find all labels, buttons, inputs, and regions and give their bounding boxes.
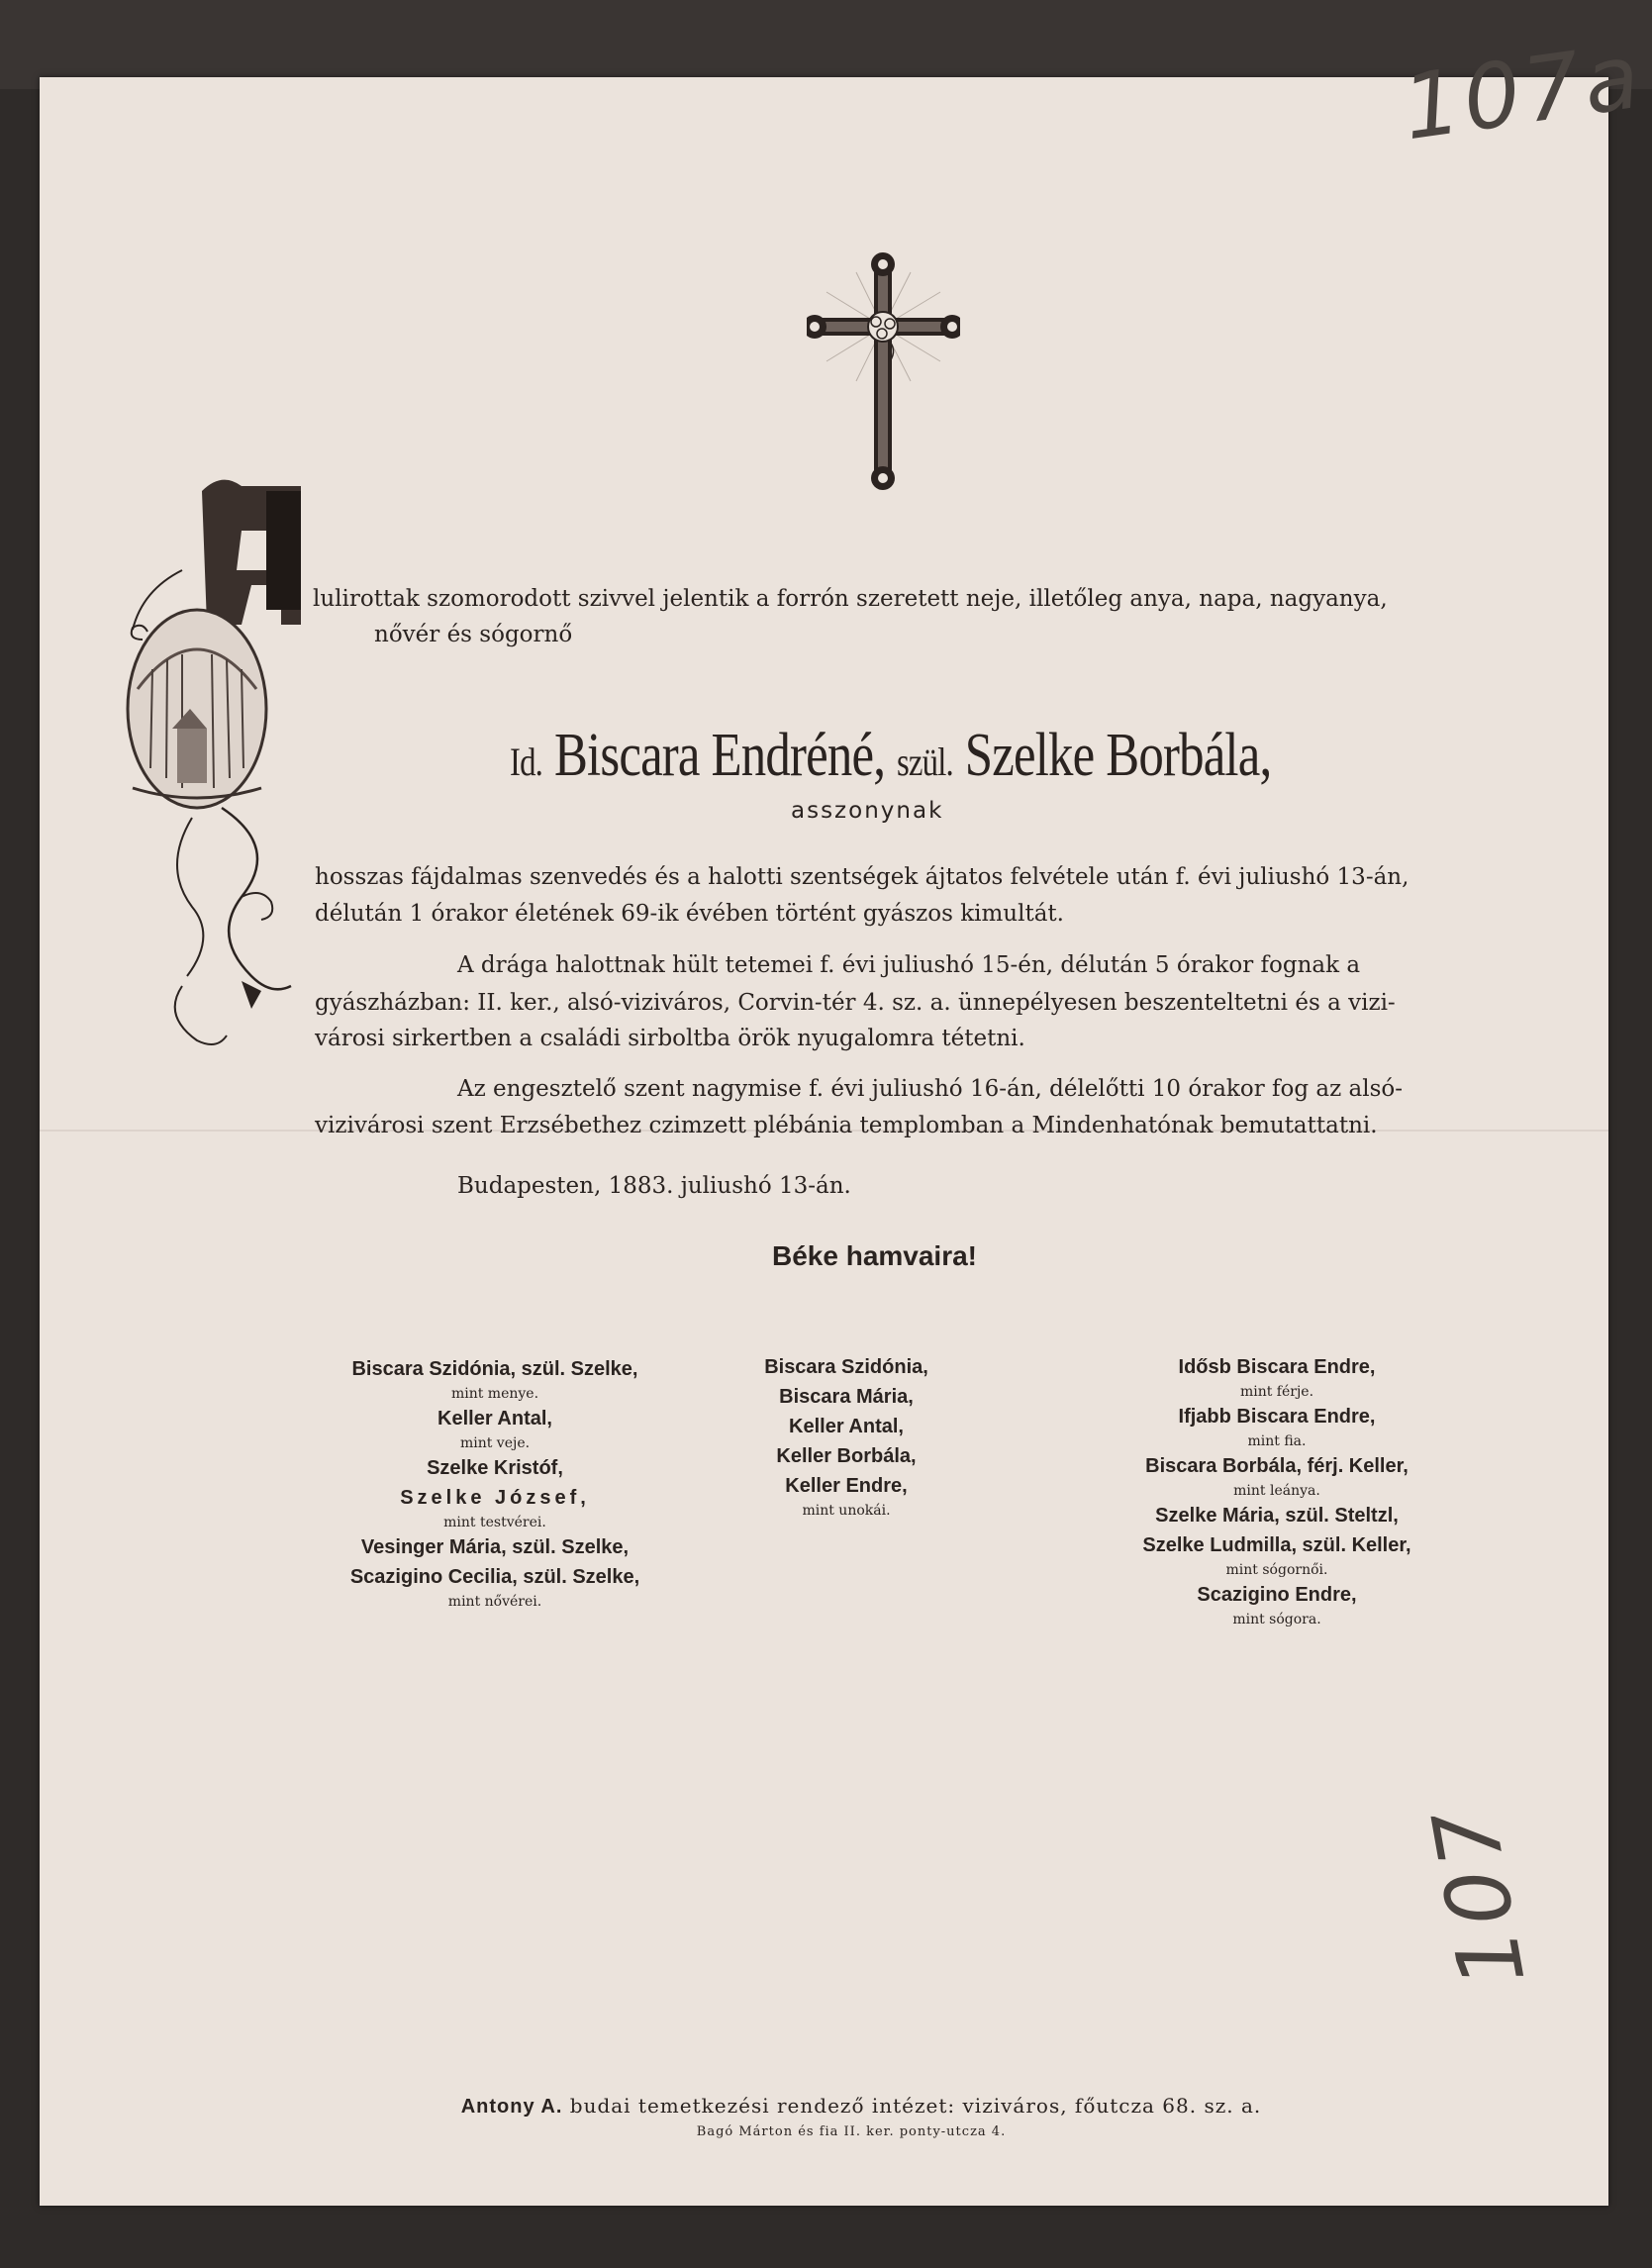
mourner-name: Biscara Mária, xyxy=(779,1386,914,1408)
mourners-right xyxy=(1074,1352,1480,1629)
mourner-relation: mint fia. xyxy=(1247,1433,1307,1449)
mourner-relation: mint leánya. xyxy=(1233,1483,1320,1499)
mourner-relation: mint sógornői. xyxy=(1225,1562,1328,1578)
mourner-name: Biscara Szidónia, xyxy=(764,1356,928,1378)
intro-line-1: lulirottak szomorodott szivvel jelentik a forrón szeretett neje, illetőleg anya, napa, nagyanya, xyxy=(313,586,1388,612)
name-main: Biscara Endréné, xyxy=(553,722,886,789)
name-born: szül. xyxy=(896,740,953,784)
decorative-initial xyxy=(123,471,321,1065)
mourner-relation: mint testvérei. xyxy=(443,1515,546,1530)
mourner-relation: mint veje. xyxy=(459,1435,531,1451)
mourner-name: Idősb Biscara Endre, xyxy=(1178,1356,1376,1378)
handwritten-number-side: 107 xyxy=(1411,1795,1545,1995)
mourner-name: Biscara Szidónia, szül. Szelke, xyxy=(351,1358,638,1380)
undertaker-name: Antony A. xyxy=(460,2096,563,2118)
mourner-relation: mint sógora. xyxy=(1232,1612,1321,1627)
handwritten-number-top: 107a xyxy=(1397,24,1650,161)
mourner-relation: mint nővérei. xyxy=(447,1594,542,1610)
printer-line: Bagó Márton és fia II. ker. ponty-utcza 4. xyxy=(696,2124,1007,2139)
undertaker-line xyxy=(436,2094,1287,2123)
mourner-name: Szelke Mária, szül. Steltzl, xyxy=(1155,1505,1399,1527)
mourner-name: Keller Antal, xyxy=(789,1416,904,1437)
mourner-name: Keller Endre, xyxy=(785,1475,908,1497)
name-maiden: Szelke Borbála, xyxy=(964,722,1272,789)
mourner-relation: mint férje. xyxy=(1239,1384,1314,1400)
mourner-name: Scazigino Endre, xyxy=(1197,1584,1357,1606)
mourner-name: Szelke Kristóf, xyxy=(427,1457,563,1479)
mourner-name: Keller Antal, xyxy=(437,1408,552,1430)
mourner-name: Keller Borbála, xyxy=(776,1445,917,1467)
place-date: Budapesten, 1883. juliushó 13-án. xyxy=(457,1173,851,1199)
intro-line-2: nővér és sógornő xyxy=(374,622,573,647)
mourner-name: Biscara Borbála, férj. Keller, xyxy=(1145,1455,1409,1477)
mourners-left xyxy=(307,1354,683,1612)
mourner-name: Szelke József, xyxy=(400,1487,590,1509)
para2-line-2: gyászházban: II. ker., alsó-viziváros, Corvin-tér 4. sz. a. ünnepélyesen beszenteltetni és a vizi- xyxy=(315,990,1396,1016)
mourner-relation: mint unokái. xyxy=(802,1503,891,1519)
name-prefix: Id. xyxy=(510,740,543,784)
undertaker-text: budai temetkezési rendező intézet: viziváros, főutcza 68. sz. a. xyxy=(569,2094,1262,2118)
cross-icon xyxy=(807,252,960,490)
mourner-relation: mint menye. xyxy=(450,1386,539,1402)
mourner-name: Ifjabb Biscara Endre, xyxy=(1178,1406,1376,1428)
para2-line-3: városi sirkertben a családi sirboltba örök nyugalomra tétetni. xyxy=(315,1026,1025,1051)
mourners-middle xyxy=(732,1352,960,1521)
title-word: asszonynak xyxy=(791,798,944,824)
mourner-name: Scazigino Cecilia, szül. Szelke, xyxy=(349,1566,640,1588)
para1-line-2: délután 1 órakor életének 69-ik évében történt gyászos kimultát. xyxy=(315,901,1064,927)
deceased-name xyxy=(510,721,1272,800)
mourner-name: Vesinger Mária, szül. Szelke, xyxy=(360,1536,630,1558)
para1-line-1: hosszas fájdalmas szenvedés és a halotti szentségek ájtatos felvétele után f. évi juliushó 13-án, xyxy=(315,864,1409,890)
para3-line-1: Az engesztelő szent nagymise f. évi juliushó 16-án, délelőtti 10 órakor fog az alsó- xyxy=(457,1076,1404,1102)
para3-line-2: vizivárosi szent Erzsébethez czimzett plébánia templomban a Mindenhatónak bemutattatni. xyxy=(315,1113,1378,1138)
blessing: Béke hamvaira! xyxy=(772,1240,978,1271)
mourner-name: Szelke Ludmilla, szül. Keller, xyxy=(1142,1534,1411,1556)
para2-line-1: A drága halottnak hült tetemei f. évi juliushó 15-én, délután 5 órakor fognak a xyxy=(457,952,1361,978)
